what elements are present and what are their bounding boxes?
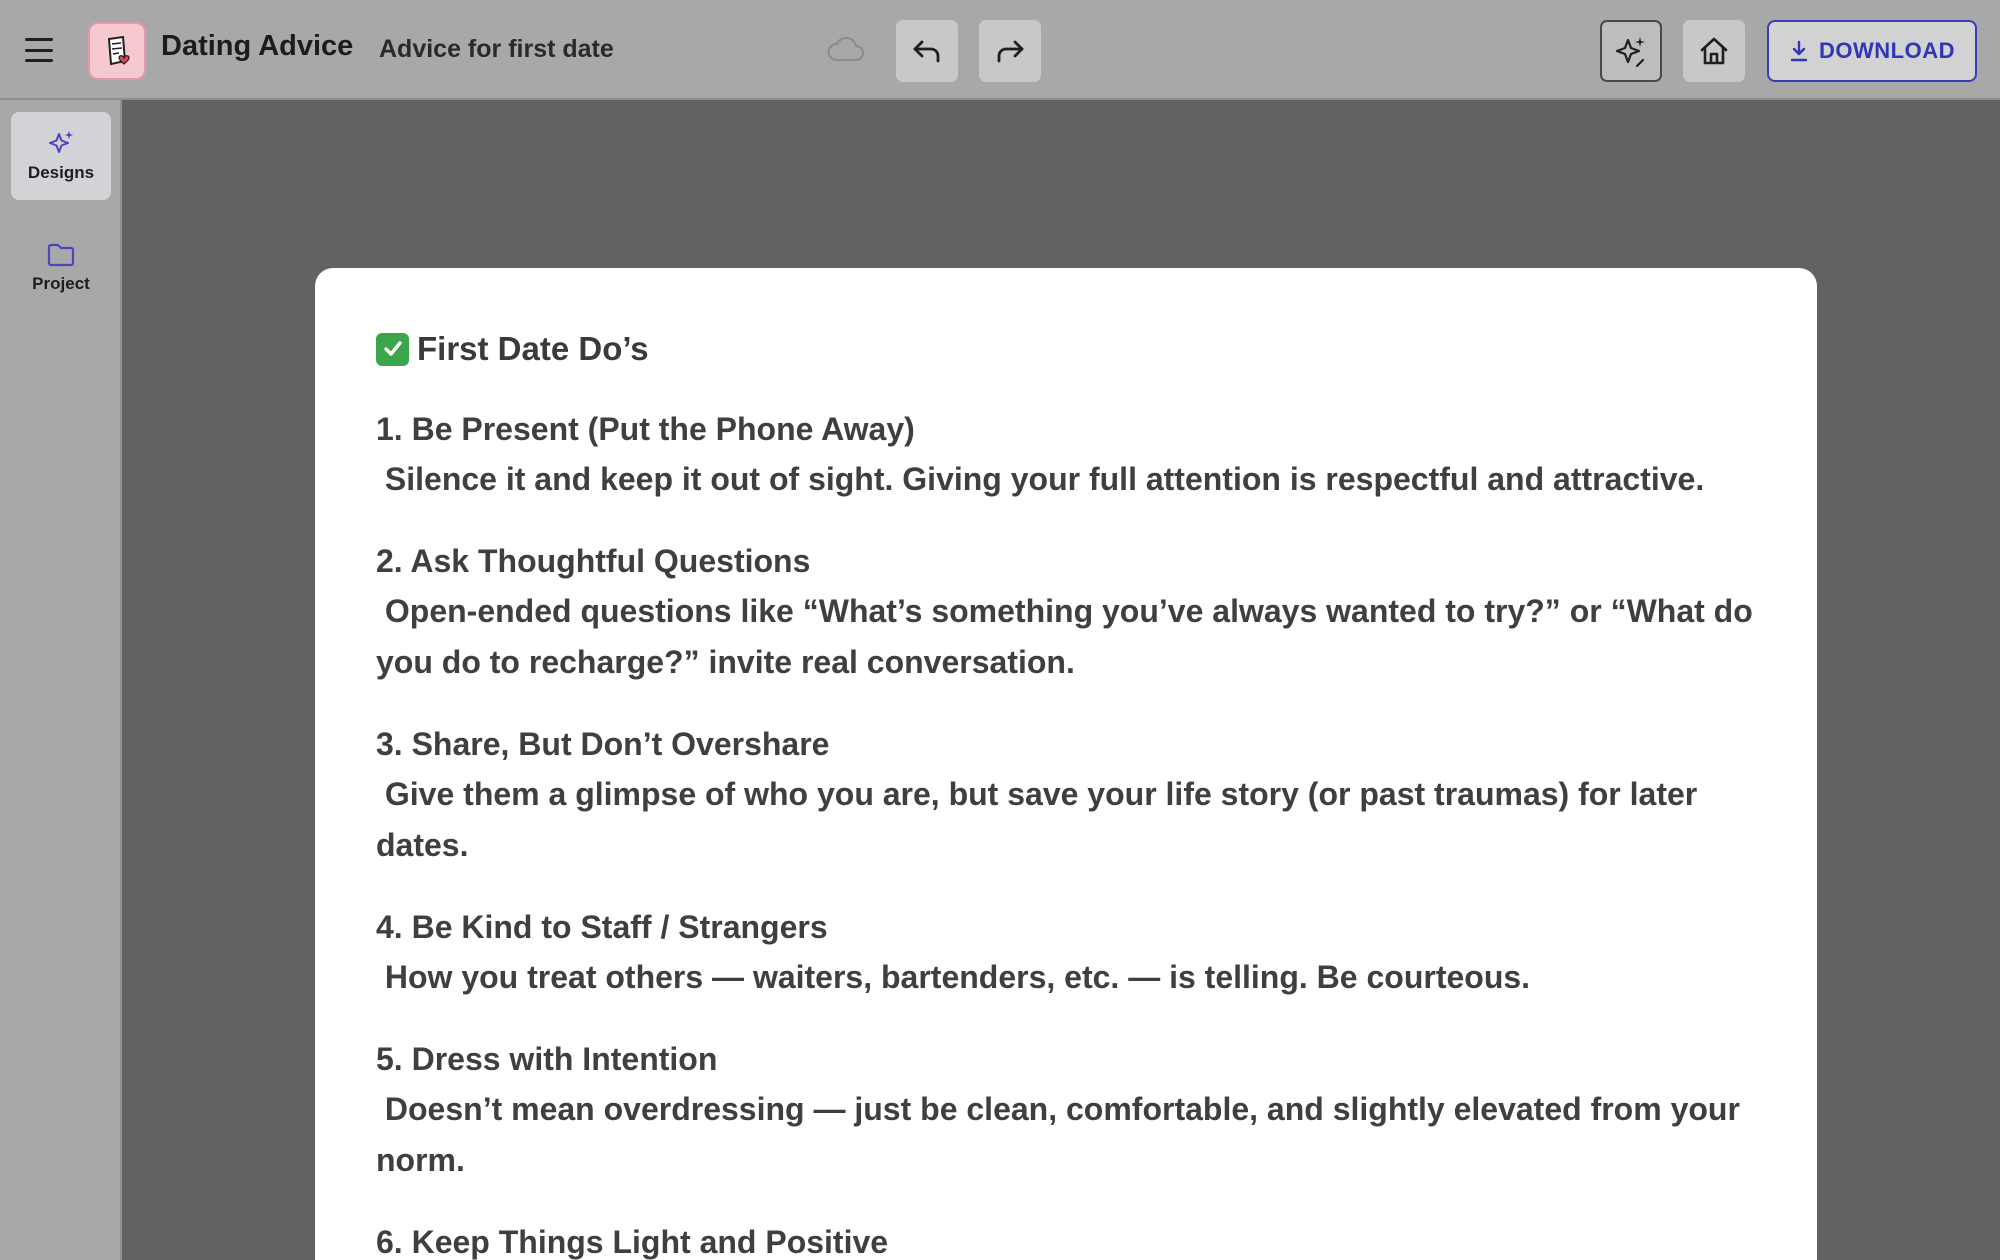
sidebar-item-label: Project (32, 274, 90, 293)
folder-icon (46, 242, 76, 268)
download-icon (1789, 40, 1809, 62)
tip-item (376, 1217, 1757, 1260)
heading-text: First Date Do’s (417, 330, 649, 367)
tip-item (376, 404, 1757, 505)
green-checkmark-icon (376, 333, 409, 366)
tip-body: Open-ended questions like “What’s something you’ve always wanted to try?” or “What do you do to recharge?” invite real conversation. (376, 593, 1762, 680)
tip-title: 3. Share, But Don’t Overshare (376, 726, 830, 762)
tip-title: 1. Be Present (Put the Phone Away) (376, 411, 915, 447)
download-label: DOWNLOAD (1819, 38, 1955, 63)
tip-body: How you treat others — waiters, bartenders, etc. — is telling. Be courteous. (376, 959, 1531, 995)
tip-title: 4. Be Kind to Staff / Strangers (376, 909, 828, 945)
redo-icon (993, 34, 1027, 68)
sidebar-item-label: Designs (27, 163, 95, 182)
top-bar (0, 0, 2000, 100)
home-button[interactable] (1683, 20, 1745, 82)
tip-body: Silence it and keep it out of sight. Giving your full attention is respectful and attractive. (376, 461, 1705, 497)
sparkle-icon (47, 129, 75, 157)
sidebar-item-project[interactable] (11, 224, 111, 312)
tip-item (376, 1034, 1757, 1186)
cloud-icon (826, 34, 866, 66)
undo-icon (910, 34, 944, 68)
document-heading (376, 330, 1757, 368)
redo-button[interactable] (979, 20, 1041, 82)
side-rail (0, 100, 122, 1260)
tip-item (376, 719, 1757, 871)
sidebar-item-designs[interactable] (11, 112, 111, 200)
document-card[interactable] (315, 268, 1817, 1260)
tip-title: 5. Dress with Intention (376, 1041, 718, 1077)
magic-button[interactable] (1600, 20, 1662, 82)
download-button[interactable] (1767, 20, 1977, 82)
tip-title: 6. Keep Things Light and Positive (376, 1224, 889, 1260)
tip-body: Doesn’t mean overdressing — just be clean, comfortable, and slightly elevated from your norm. (376, 1091, 1749, 1178)
tip-item (376, 902, 1757, 1003)
menu-icon[interactable] (22, 34, 56, 66)
tip-body: Give them a glimpse of who you are, but save your life story (or past traumas) for later dates. (376, 776, 1707, 863)
magic-sparkle-icon (1614, 34, 1648, 68)
app-logo-icon[interactable] (88, 22, 146, 80)
app-name: Dating Advice (161, 30, 354, 62)
tip-title: 2. Ask Thoughtful Questions (376, 543, 811, 579)
undo-button[interactable] (896, 20, 958, 82)
tip-item (376, 536, 1762, 688)
home-icon (1697, 34, 1731, 68)
document-title[interactable]: Advice for first date (379, 35, 614, 63)
